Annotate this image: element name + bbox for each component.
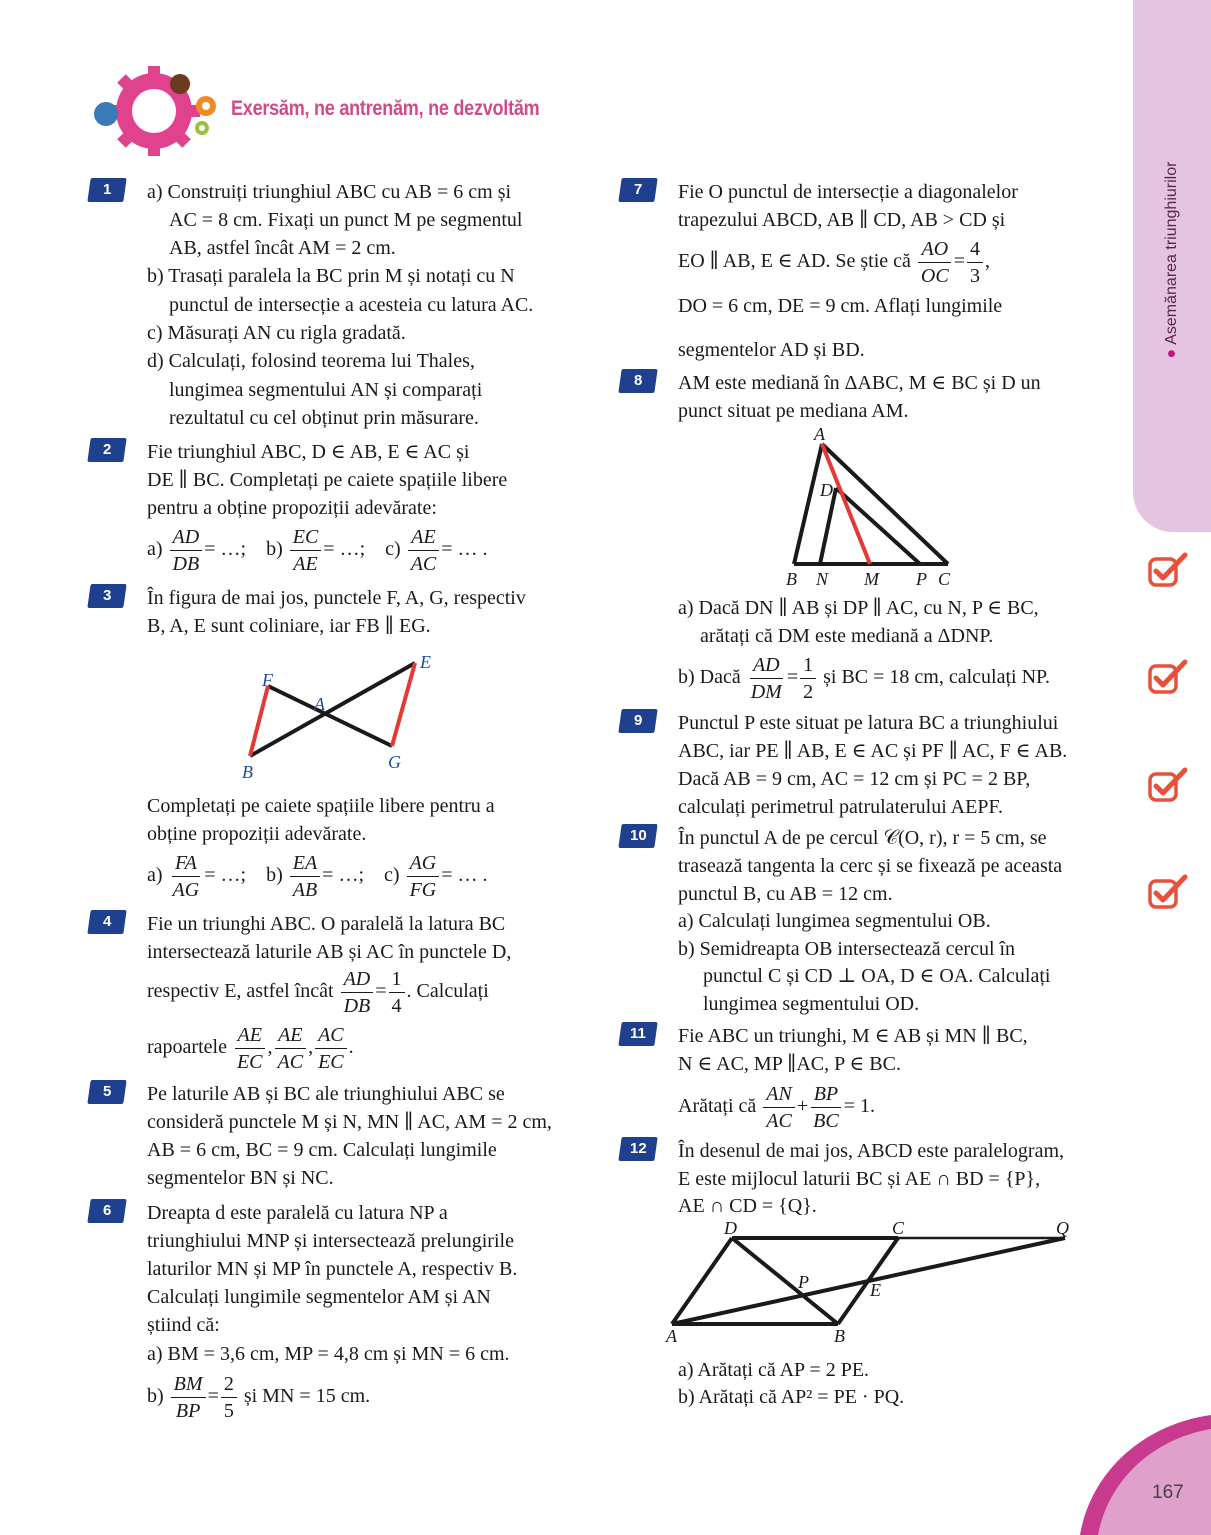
figure-bowtie-triangles <box>230 648 450 788</box>
exercise-5-line: consideră punctele M și N, MN ∥ AC, AM = 2 cm, <box>147 1111 552 1133</box>
exercise-2-line: DE ∥ BC. Completați pe caiete spațiile libere <box>147 469 508 491</box>
exercise-4-line: respectiv E, astfel încât $\frac{AD}{DB}$ = $\frac{1}{4}$ . Calculați <box>147 968 489 1017</box>
exercise-number-badge: 2 <box>87 438 126 462</box>
fraction: $\frac{1}{2}$ <box>800 654 816 703</box>
segment-AB <box>794 444 822 564</box>
segment-AQ <box>672 1238 1065 1324</box>
fraction: $\frac{1}{4}$ <box>389 968 405 1017</box>
exercise-7-line: EO ∥ AB, E ∈ AD. Se știe că $\frac{AO}{OC}$ = $\frac{4}{3}$ , <box>678 238 990 287</box>
exercise-number-badge: 12 <box>618 1137 657 1161</box>
exercise-12-line: AE ∩ CD = {Q}. <box>678 1195 817 1217</box>
point-label: M <box>864 569 879 589</box>
exercise-8-line: punct situat pe mediana AM. <box>678 400 909 422</box>
segment-AC <box>822 444 948 564</box>
exercise-4-line: rapoartele $\frac{AE}{EC}$ , $\frac{AE}{AC}$ , $\frac{AC}{EC}$ . <box>147 1024 354 1073</box>
point-label: A <box>314 694 325 714</box>
exercise-9-line: Dacă AB = 9 cm, AC = 12 cm și PC = 2 BP, <box>678 768 1031 790</box>
item-label: c) <box>385 538 401 561</box>
item-label: a) <box>147 864 163 887</box>
fraction: $\frac{AD}{DB}$ <box>341 968 374 1017</box>
point-label: D <box>724 1218 737 1238</box>
exercise-12-line: În desenul de mai jos, ABCD este paralelogram, <box>678 1140 1065 1162</box>
exercise-9-line: Punctul P este situat pe latura BC a triunghiului <box>678 712 1059 734</box>
fraction: $\frac{BM}{BP}$ <box>171 1373 206 1422</box>
exercise-12-line: E este mijlocul laturii BC și AE ∩ BD = {P}, <box>678 1168 1041 1190</box>
exercise-3-line: Completați pe caiete spațiile libere pentru a <box>147 795 495 817</box>
exercise-6-line: b) $\frac{BM}{BP}$ = $\frac{2}{5}$ și MN = 15 cm. <box>147 1373 371 1422</box>
exercise-6-line: știind că: <box>147 1314 220 1336</box>
fraction: $\frac{BP}{BC}$ <box>810 1083 842 1132</box>
page-number: 167 <box>1152 1482 1184 1503</box>
point-label: P <box>916 569 927 589</box>
exercise-11-line: Arătați că $\frac{AN}{AC}$ + $\frac{BP}{BC}$ = 1. <box>678 1083 875 1132</box>
exercise-number-badge: 3 <box>87 584 126 608</box>
point-label: F <box>262 670 273 690</box>
segment-AM <box>822 444 870 564</box>
exercise-6-line: laturilor MN și MP în punctele A, respectiv B. <box>147 1258 518 1280</box>
item-label: b) <box>266 538 283 561</box>
exercise-number-badge: 5 <box>87 1080 126 1104</box>
item-label: c) <box>384 864 400 887</box>
point-label: P <box>798 1272 809 1292</box>
gears-logo-icon <box>84 66 224 156</box>
exercise-9-line: calculați perimetrul patrulaterului AEPF. <box>678 796 1003 818</box>
exercise-4-line: Fie un triunghi ABC. O paralelă la latura BC <box>147 913 506 935</box>
exercise-11-line: N ∈ AC, MP ∥AC, P ∈ BC. <box>678 1053 901 1075</box>
fraction: $\frac{AE}{AC}$ <box>275 1024 307 1073</box>
exercise-6-line: Calculați lungimile segmentelor AM și AN <box>147 1286 491 1308</box>
fraction: $\frac{AD}{DM}$ <box>750 654 782 703</box>
exercise-10-line: a) Calculați lungimea segmentului OB. <box>678 910 991 932</box>
exercise-8-line: arătați că DM este mediană a ΔDNP. <box>700 625 994 647</box>
point-label: C <box>892 1218 905 1238</box>
exercise-12-line: b) Arătați că AP² = PE · PQ. <box>678 1386 905 1408</box>
checkbox-check-icon <box>1147 658 1189 696</box>
exercise-10-line: b) Semidreapta OB intersectează cercul în <box>678 938 1016 960</box>
point-label: B <box>786 569 797 589</box>
exercise-12-line: a) Arătați că AP = 2 PE. <box>678 1359 870 1381</box>
section-title: Exersăm, ne antrenăm, ne dezvoltăm <box>231 97 540 120</box>
exercise-8-line: AM este mediană în ΔABC, M ∈ BC și D un <box>678 372 1041 394</box>
exercise-10-line: punctul B, cu AB = 12 cm. <box>678 883 893 905</box>
exercise-2-line: pentru a obține propoziții adevărate: <box>147 497 437 519</box>
exercise-5-line: Pe laturile AB și BC ale triunghiului ABC se <box>147 1083 505 1105</box>
exercise-7-line: segmentelor AD și BD. <box>678 339 865 361</box>
checkbox-check-icon <box>1147 766 1189 804</box>
exercise-3-line: obține propoziții adevărate. <box>147 823 367 845</box>
point-label: E <box>870 1280 881 1300</box>
exercise-5-line: segmentelor BN și NC. <box>147 1167 334 1189</box>
exercise-1-line: b) Trasați paralela la BC prin M și notați cu N <box>147 265 515 287</box>
exercise-10-line: lungimea segmentului OD. <box>703 993 920 1015</box>
exercise-number-badge: 9 <box>618 709 657 733</box>
point-label: B <box>834 1326 845 1346</box>
segment-DB <box>732 1238 838 1324</box>
exercise-number-badge: 6 <box>87 1199 126 1223</box>
item-label: a) <box>147 538 163 561</box>
exercise-number-badge: 7 <box>618 178 657 202</box>
exercise-9-line: ABC, iar PE ∥ AB, E ∈ AC și PF ∥ AC, F ∈ AB. <box>678 740 1068 762</box>
exercise-1-line: AC = 8 cm. Fixați un punct M pe segmentul <box>169 209 523 231</box>
exercise-1-line: punctul de intersecție a acesteia cu latura AC. <box>169 294 534 316</box>
point-label: A <box>814 424 825 444</box>
exercise-1-line: c) Măsurați AN cu rigla gradată. <box>147 322 406 344</box>
page-corner-decoration <box>1080 1415 1211 1535</box>
fraction: $\frac{EC}{AE}$ <box>290 526 322 575</box>
point-label: A <box>666 1326 677 1346</box>
exercise-11-line: Fie ABC un triunghi, M ∈ AB și MN ∥ BC, <box>678 1025 1028 1047</box>
point-label: E <box>420 652 431 672</box>
figure-parallelogram <box>660 1214 1080 1348</box>
exercise-number-badge: 10 <box>618 824 657 848</box>
exercise-10-line: punctul C și CD ⊥ OA, D ∈ OA. Calculați <box>703 965 1051 987</box>
exercise-number-badge: 11 <box>618 1022 657 1046</box>
exercise-10-line: trasează tangenta la cerc și se fixează pe aceasta <box>678 855 1063 877</box>
point-label: N <box>816 569 829 589</box>
fraction: $\frac{AG}{FG}$ <box>407 852 440 901</box>
exercise-1-line: rezultatul cu cel obținut prin măsurare. <box>169 407 479 429</box>
fraction: $\frac{2}{5}$ <box>221 1373 237 1422</box>
point-label: D <box>820 480 833 500</box>
exercise-2-line: Fie triunghiul ABC, D ∈ AB, E ∈ AC și <box>147 441 470 463</box>
fraction: $\frac{AE}{AC}$ <box>408 526 440 575</box>
exercise-7-line: Fie O punctul de intersecție a diagonalelor <box>678 181 1018 203</box>
exercise-7-line: DO = 6 cm, DE = 9 cm. Aflați lungimile <box>678 295 1003 317</box>
fraction: $\frac{EA}{AB}$ <box>290 852 320 901</box>
point-label: G <box>388 752 401 772</box>
sidebar-label: ●Asemănarea triunghiurilor <box>1163 161 1180 359</box>
fraction: $\frac{AE}{EC}$ <box>234 1024 266 1073</box>
exercise-8-line: a) Dacă DN ∥ AB și DP ∥ AC, cu N, P ∈ BC, <box>678 597 1039 619</box>
exercise-number-badge: 1 <box>87 178 126 202</box>
point-label: B <box>242 762 253 782</box>
exercise-2-fractions: a) $\frac{AD}{DB}$ = …; b) $\frac{EC}{AE}$ = …; c) $\frac{AE}{AC}$ = … . <box>147 526 488 575</box>
checkbox-check-icon <box>1147 873 1189 911</box>
exercise-4-line: intersectează laturile AB și AC în punctele D, <box>147 941 512 963</box>
point-label: Q <box>1056 1218 1069 1238</box>
fraction: $\frac{AN}{AC}$ <box>763 1083 795 1132</box>
item-label: b) <box>266 864 283 887</box>
fraction: $\frac{FA}{AG}$ <box>172 852 200 901</box>
exercise-6-line: Dreapta d este paralelă cu latura NP a <box>147 1202 448 1224</box>
exercise-3-fractions: a) $\frac{FA}{AG}$ = …; b) $\frac{EA}{AB}$ = …; c) $\frac{AG}{FG}$ = … . <box>147 852 488 901</box>
exercise-6-line: a) BM = 3,6 cm, MP = 4,8 cm și MN = 6 cm. <box>147 1343 510 1365</box>
point-label: C <box>938 569 951 589</box>
exercise-1-line: d) Calculați, folosind teorema lui Thales, <box>147 350 475 372</box>
exercise-3-line: B, A, E sunt coliniare, iar FB ∥ EG. <box>147 615 431 637</box>
exercise-1-line: a) Construiți triunghiul ABC cu AB = 6 cm și <box>147 181 512 203</box>
figure-triangle-median <box>780 422 970 594</box>
exercise-number-badge: 4 <box>87 910 126 934</box>
fraction: $\frac{AO}{OC}$ <box>918 238 952 287</box>
fraction: $\frac{AC}{EC}$ <box>315 1024 347 1073</box>
exercise-3-line: În figura de mai jos, punctele F, A, G, respectiv <box>147 587 526 609</box>
checkbox-check-icon <box>1147 551 1189 589</box>
exercise-8-line: b) Dacă $\frac{AD}{DM}$ = $\frac{1}{2}$ și BC = 18 cm, calculați NP. <box>678 654 1050 703</box>
bullet-icon: ● <box>1163 348 1180 359</box>
fraction: $\frac{AD}{DB}$ <box>170 526 203 575</box>
exercise-number-badge: 8 <box>618 369 657 393</box>
exercise-10-line: În punctul A de pe cercul 𝒞(O, r), r = 5 cm, se <box>678 827 1047 849</box>
fraction: $\frac{4}{3}$ <box>967 238 983 287</box>
segment-BE <box>250 663 415 756</box>
exercise-5-line: AB = 6 cm, BC = 9 cm. Calculați lungimile <box>147 1139 497 1161</box>
exercise-1-line: lungimea segmentului AN și comparați <box>169 379 483 401</box>
exercise-1-line: AB, astfel încât AM = 2 cm. <box>169 237 396 259</box>
exercise-7-line: trapezului ABCD, AB ∥ CD, AB > CD și <box>678 209 1006 231</box>
exercise-6-line: triunghiului MNP și intersectează prelungirile <box>147 1230 514 1252</box>
